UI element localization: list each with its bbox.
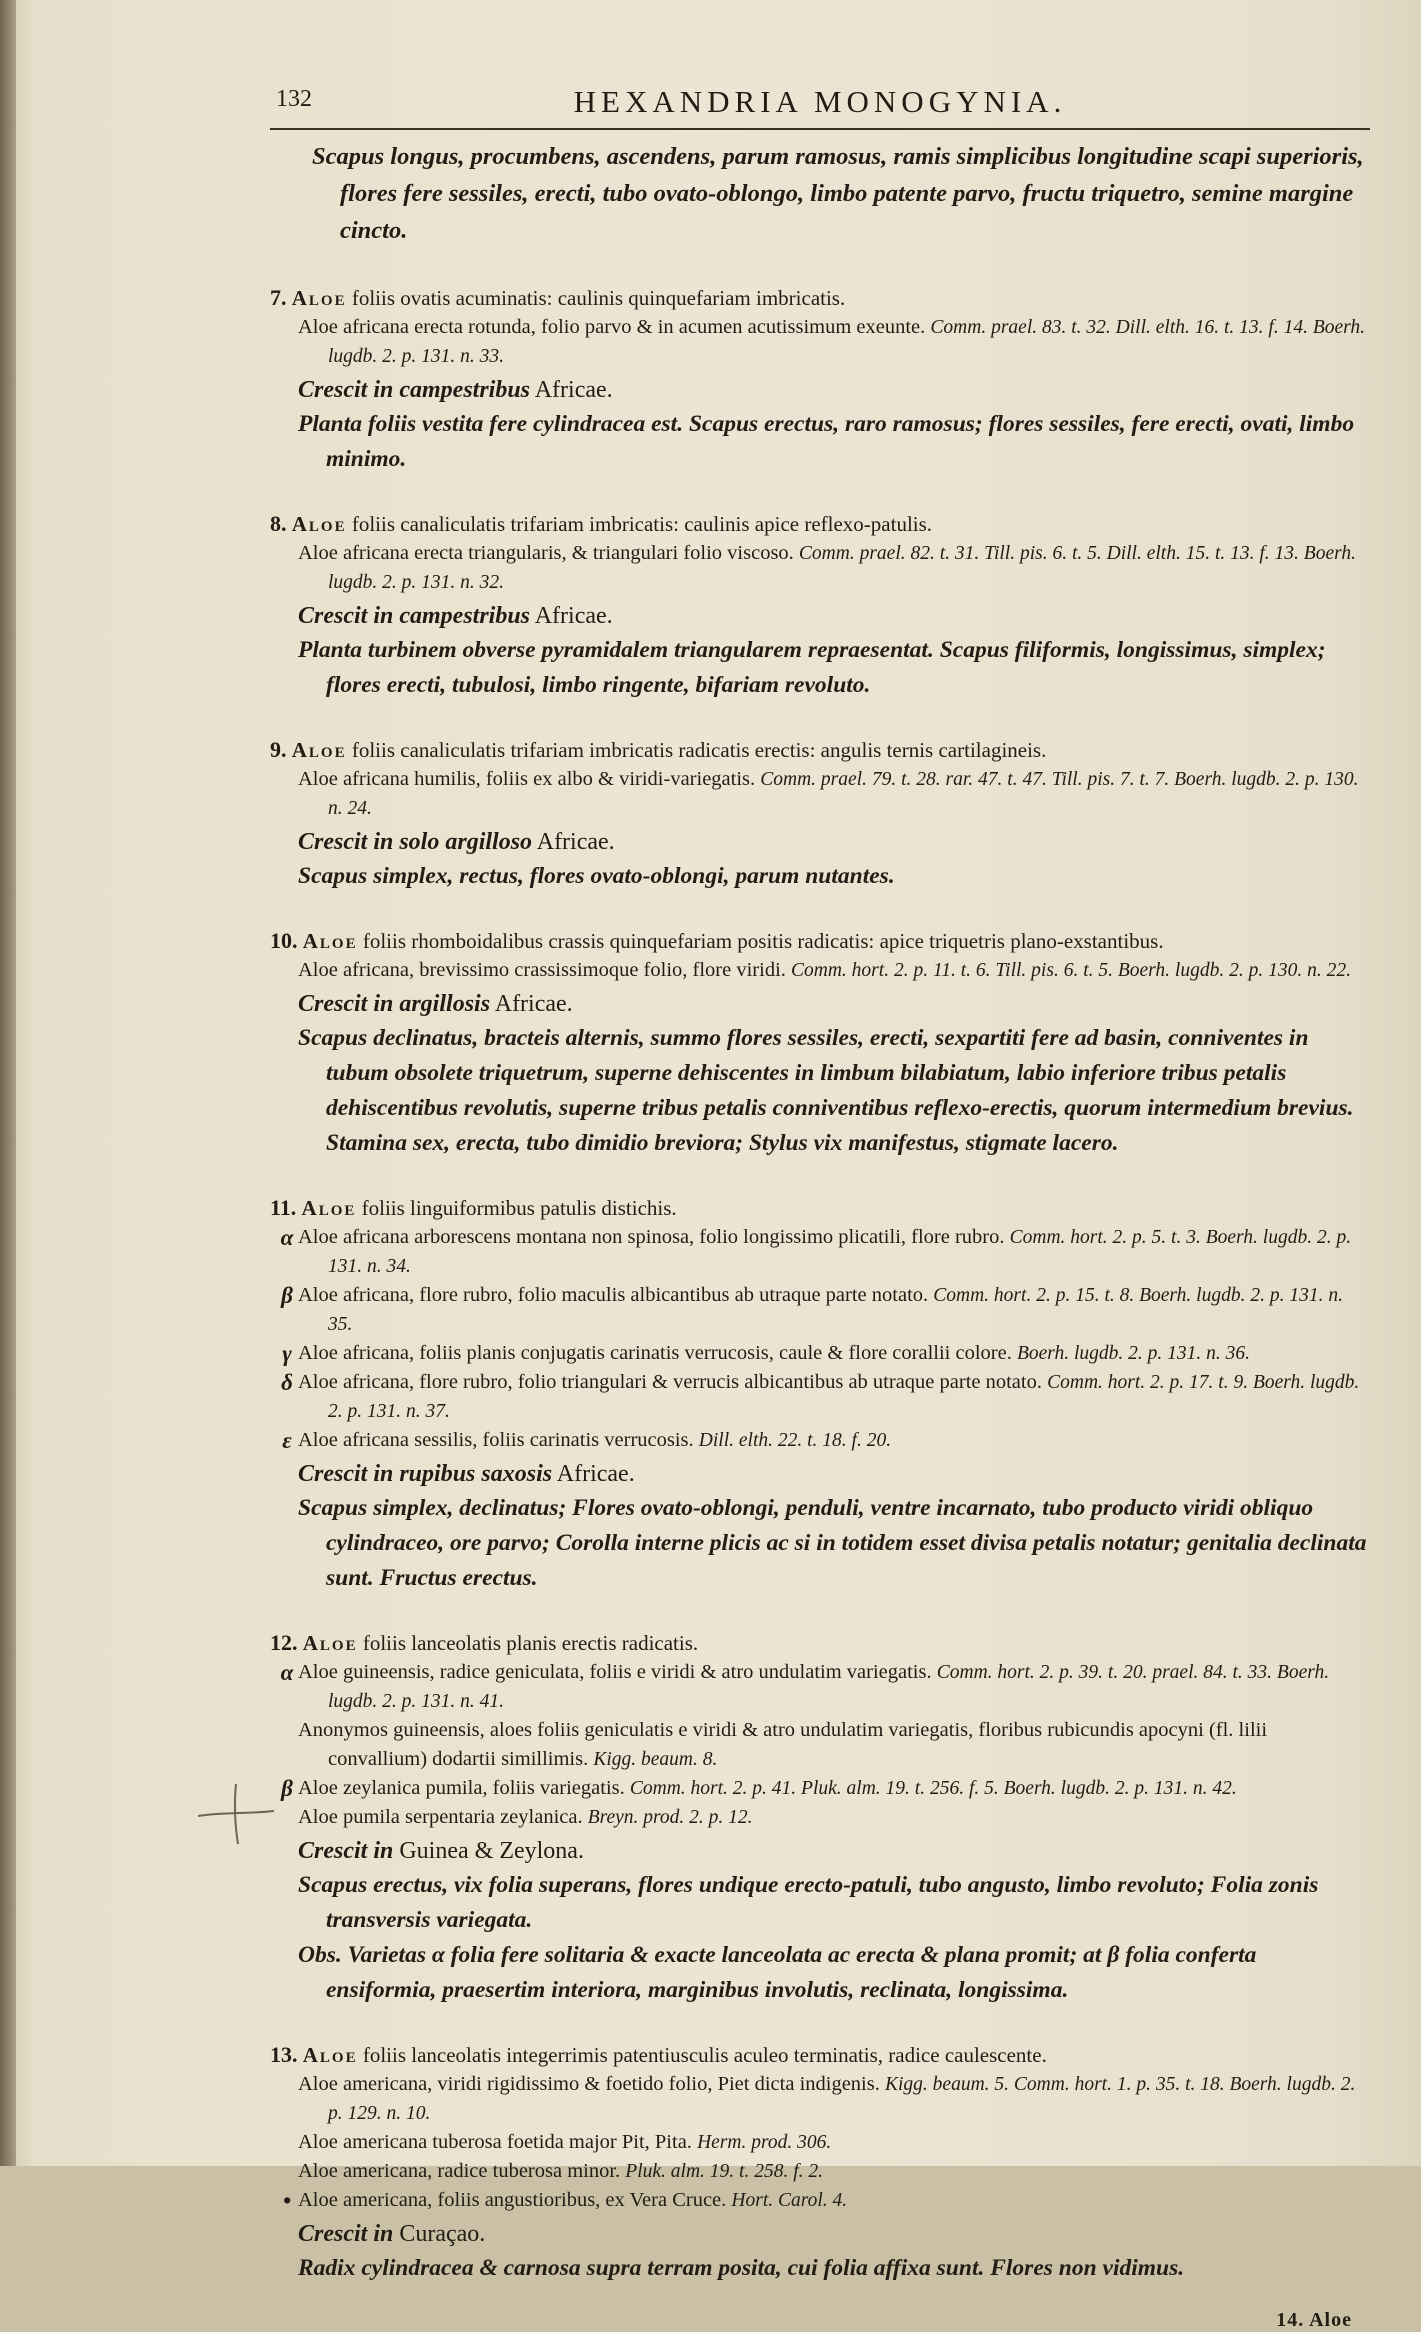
synonym-reference: Kigg. beaum. 5. Comm. hort. 1. p. 35. t. 18. Boerh. lugdb. 2. p. 129. n. 10. [328,2074,1356,2124]
variety-marker: ε [282,1428,292,1453]
synonym-reference: Comm. prael. 79. t. 28. rar. 47. t. 47. Till. pis. 7. t. 7. Boerh. lugdb. 2. p. 130. n. 24. [328,769,1359,819]
pencil-cross-mark [188,1778,278,1848]
synonym-text: Aloe africana, flore rubro, folio triangulari & verrucis albicantibus ab utraque parte notato. [298,1371,1042,1393]
entry-diagnosis [270,509,1370,539]
genus-name: Aloe [302,2043,358,2067]
synonym-text: Aloe pumila serpentaria zeylanica. [298,1806,583,1828]
intro-description: Scapus longus, procumbens, ascendens, parum ramosus, ramis simplicibus longitudine scapi superioris, flores fere sessiles, erecti, tubo ovato-oblongo, limbo patente parvo, fructu triquetro, semine margine cincto. [312,143,1364,244]
genus-name: Aloe [301,1196,357,1220]
synonym-reference: Comm. prael. 83. t. 32. Dill. elth. 16. t. 13. f. 14. Boerh. lugdb. 2. p. 131. n. 33. [328,317,1366,367]
entry-diagnosis [270,926,1370,956]
catchword: 14. Aloe [1276,2309,1352,2331]
description-note: Obs. Varietas α folia fere solitaria & exacte lanceolata ac erecta & plana promit; at β folia conferta ensiformia, praesertim interiora, marginibus involutis, reclinata, longissima. [298,1942,1257,2003]
habitat-place: Africae. [534,603,613,629]
running-header [270,76,1370,130]
diagnosis-text: foliis ovatis acuminatis: caulinis quinquefariam imbricatis. [351,286,846,310]
synonym-reference: Kigg. beaum. 8. [593,1749,718,1770]
habitat-label: Crescit in campestribus [298,603,531,629]
habitat-label: Crescit in solo argilloso [298,829,533,855]
species-entry [270,735,1370,894]
synonym-reference: Comm. hort. 2. p. 41. Pluk. alm. 19. t. 256. f. 5. Boerh. lugdb. 2. p. 131. n. 42. [629,1778,1237,1799]
diagnosis-text: foliis lanceolatis planis erectis radicatis. [362,1631,699,1655]
synonym-reference: Breyn. prod. 2. p. 12. [587,1807,753,1828]
variety-marker: δ [281,1370,293,1395]
species-entry [270,926,1370,1161]
synonym-reference: Pluk. alm. 19. t. 258. f. 2. [625,2161,823,2182]
synonym-reference: Comm. hort. 2. p. 15. t. 8. Boerh. lugdb. 2. p. 131. n. 35. [328,1285,1343,1335]
entry-number: 12. [270,1630,298,1655]
entry-diagnosis [270,735,1370,765]
synonym-line [298,2157,1370,2186]
habitat-line [298,1457,1370,1491]
synonym-text: Anonymos guineensis, aloes foliis geniculatis e viridi & atro undulatim variegatis, floribus rubicundis apocyni (fl. lilii convallium) dodartii simillimis. [298,1719,1268,1770]
synonym-line [298,956,1370,985]
synonym-text: Aloe africana, foliis planis conjugatis carinatis verrucosis, caule & flore corallii colore. [298,1342,1012,1364]
synonym-line [280,1223,1370,1281]
species-entry [270,1628,1370,2008]
synonym-line [282,1426,1370,1455]
habitat-label: Crescit in [298,1838,394,1864]
variety-marker: α [280,1660,294,1685]
genus-name: Aloe [291,738,347,762]
synonym-text: Aloe guineensis, radice geniculata, foliis e viridi & atro undulatim variegatis. [298,1661,932,1683]
habitat-place: Africae. [534,377,613,403]
synonym-reference: Comm. hort. 2. p. 11. t. 6. Till. pis. 6. t. 5. Boerh. lugdb. 2. p. 130. n. 22. [791,960,1351,981]
synonym-line [281,1281,1370,1339]
diagnosis-text: foliis rhomboidalibus crassis quinquefariam positis radicatis: apice triquetris plano-exstantibus. [362,929,1164,953]
description-note: Planta foliis vestita fere cylindracea est. Scapus erectus, raro ramosus; flores sessiles, fere erecti, ovati, limbo minimo. [298,411,1355,472]
synonym-text: Aloe zeylanica pumila, foliis variegatis. [298,1777,625,1799]
habitat-label: Crescit in rupibus saxosis [298,1461,553,1487]
synonym-text: Aloe africana erecta rotunda, folio parvo & in acumen acutissimum exeunte. [298,316,926,338]
entry-diagnosis [270,1628,1370,1658]
entry-diagnosis [270,2040,1370,2070]
running-title: HEXANDRIA MONOGYNIA. [573,84,1067,119]
synonym-line [298,539,1370,597]
synonym-line [298,1716,1370,1774]
synonym-text: Aloe americana, viridi rigidissimo & foetido folio, Piet dicta indigenis. [298,2073,880,2095]
synonym-reference: Boerh. lugdb. 2. p. 131. n. 36. [1016,1343,1251,1364]
synonym-line [281,1774,1370,1803]
synonym-reference: Comm. hort. 2. p. 17. t. 9. Boerh. lugdb. 2. p. 131. n. 37. [328,1372,1360,1422]
habitat-place: Africae. [494,991,573,1017]
synonym-line [298,313,1370,371]
species-entry [270,283,1370,477]
binding-gutter-shadow [0,0,16,2166]
diagnosis-text: foliis canaliculatis trifariam imbricatis radicatis erectis: angulis ternis cartilagineis. [351,738,1047,762]
synonym-line [281,1368,1370,1426]
synonym-reference: Dill. elth. 22. t. 18. f. 20. [698,1430,892,1451]
variety-marker: β [281,1283,293,1308]
synonym-line [298,2128,1370,2157]
synonym-line [298,2070,1370,2128]
entries-list [270,283,1370,2286]
body-text [270,138,1370,2286]
description-note: Planta turbinem obverse pyramidalem triangularem repraesentat. Scapus filiformis, longissimus, simplex; flores erecti, tubulosi, limbo ringente, bifariam revoluto. [298,637,1326,698]
description-note: Radix cylindracea & carnosa supra terram posita, cui folia affixa sunt. Flores non vidimus. [298,2255,1185,2281]
entry-diagnosis [270,1193,1370,1223]
habitat-line [298,987,1370,1021]
synonym-text: Aloe africana humilis, foliis ex albo & viridi-variegatis. [298,768,756,790]
habitat-label: Crescit in campestribus [298,377,531,403]
synonym-text: Aloe americana, radice tuberosa minor. [298,2160,621,2182]
variety-marker: β [281,1776,293,1801]
description-note: Scapus erectus, vix folia superans, flores undique erecto-patuli, tubo angusto, limbo revoluto; Folia zonis transversis variegata. [298,1872,1319,1933]
species-entry [270,1193,1370,1596]
synonym-reference: Hort. Carol. 4. [731,2190,848,2211]
description-note: Scapus simplex, declinatus; Flores ovato-oblongi, penduli, ventre incarnato, tubo producto viridi obliquo cylindraceo, ore parvo; Corolla interne plicis ac si in totidem esset divisa petalis notatur; genitalia declinata sunt. Fructus erectus. [298,1495,1367,1591]
habitat-label: Crescit in argillosis [298,991,491,1017]
variety-marker: • [282,2188,292,2213]
variety-marker: γ [282,1341,292,1366]
page-content [270,76,1370,2331]
synonym-text: Aloe africana arborescens montana non spinosa, folio longissimo plicatili, flore rubro. [298,1226,1005,1248]
habitat-line [298,1834,1370,1868]
page-number: 132 [276,86,312,112]
habitat-label: Crescit in [298,2221,394,2247]
habitat-place: Curaçao. [399,2221,486,2247]
entry-number: 7. [270,285,287,310]
habitat-line [298,373,1370,407]
synonym-reference: Herm. prod. 306. [697,2132,832,2153]
entry-number: 10. [270,928,298,953]
genus-name: Aloe [291,512,347,536]
description-note: Scapus declinatus, bracteis alternis, summo flores sessiles, erecti, sexpartiti fere ad basin, conniventes in tubum obsolete triquetrum, superne dehiscentes in limbum bilabiatum, labio inferiore tribus petalis dehiscentibus revolutis, superne tribus petalis conniventibus reflexo-erectis, quorum intermedium brevius. Stamina sex, erecta, tubo dimidio breviora; Stylus vix manifestus, stigmate lacero. [298,1025,1354,1156]
synonym-text: Aloe africana sessilis, foliis carinatis verrucosis. [298,1429,694,1451]
synonym-reference: Comm. hort. 2. p. 5. t. 3. Boerh. lugdb. 2. p. 131. n. 34. [328,1227,1352,1277]
entry-number: 9. [270,737,287,762]
habitat-line [298,2217,1370,2251]
synonym-text: Aloe americana, foliis angustioribus, ex Vera Cruce. [298,2189,727,2211]
genus-name: Aloe [291,286,347,310]
species-entry [270,2040,1370,2286]
synonym-reference: Comm. hort. 2. p. 39. t. 20. prael. 84. t. 33. Boerh. lugdb. 2. p. 131. n. 41. [328,1662,1330,1712]
synonym-line [282,1339,1370,1368]
diagnosis-text: foliis canaliculatis trifariam imbricatis: caulinis apice reflexo-patulis. [351,512,933,536]
synonym-line [298,765,1370,823]
species-entry [270,509,1370,703]
synonym-text: Aloe africana, flore rubro, folio maculis albicantibus ab utraque parte notato. [298,1284,929,1306]
genus-name: Aloe [302,1631,358,1655]
habitat-line [298,599,1370,633]
synonym-line [280,1658,1370,1716]
habitat-place: Africae. [536,829,615,855]
habitat-line [298,825,1370,859]
diagnosis-text: foliis linguiformibus patulis distichis. [361,1196,677,1220]
synonym-line [298,1803,1370,1832]
description-note: Scapus simplex, rectus, flores ovato-oblongi, parum nutantes. [298,863,895,889]
habitat-place: Guinea & Zeylona. [399,1838,584,1864]
genus-name: Aloe [302,929,358,953]
habitat-place: Africae. [556,1461,635,1487]
synonym-text: Aloe africana erecta triangularis, & triangulari folio viscoso. [298,542,794,564]
diagnosis-text: foliis lanceolatis integerrimis patentiusculis aculeo terminatis, radice caulescente. [362,2043,1047,2067]
entry-number: 8. [270,511,287,536]
synonym-reference: Comm. prael. 82. t. 31. Till. pis. 6. t. 5. Dill. elth. 15. t. 13. f. 13. Boerh. lugdb. 2. p. 131. n. 32. [328,543,1356,593]
entry-number: 11. [270,1195,297,1220]
variety-marker: α [280,1225,294,1250]
entry-number: 13. [270,2042,298,2067]
synonym-text: Aloe americana tuberosa foetida major Pit, Pita. [298,2131,692,2153]
entry-diagnosis [270,283,1370,313]
synonym-text: Aloe africana, brevissimo crassissimoque folio, flore viridi. [298,959,786,981]
synonym-line [282,2186,1370,2215]
